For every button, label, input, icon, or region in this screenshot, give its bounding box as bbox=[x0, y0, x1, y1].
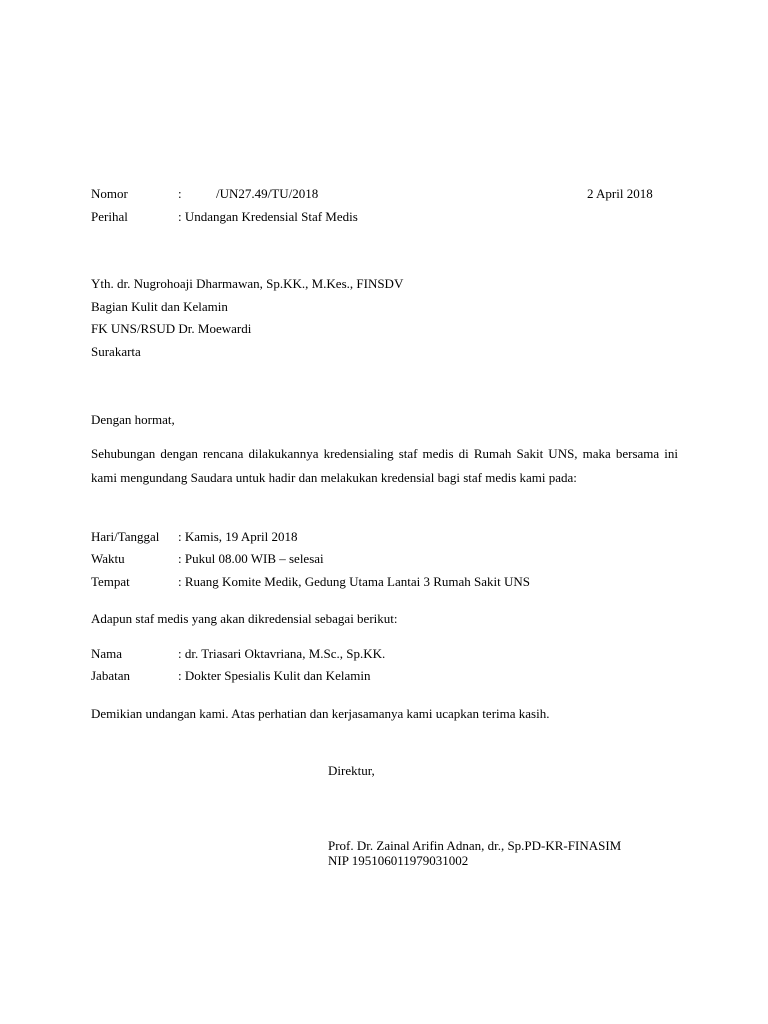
schedule-place-value: : Ruang Komite Medik, Gedung Utama Lantai 3 Rumah Sakit UNS bbox=[178, 574, 531, 589]
recipient-line-2: Bagian Kulit dan Kelamin bbox=[91, 299, 228, 314]
signatory-nip: NIP 195106011979031002 bbox=[328, 853, 469, 868]
schedule-day-row bbox=[91, 529, 298, 545]
staff-name-label: Nama bbox=[91, 646, 123, 661]
staff-position-row bbox=[91, 668, 370, 684]
staff-position-value: : Dokter Spesialis Kulit dan Kelamin bbox=[178, 668, 371, 683]
nomor-colon: : bbox=[178, 186, 182, 201]
nomor-value: /UN27.49/TU/2018 bbox=[216, 186, 319, 201]
schedule-place-row bbox=[91, 574, 530, 590]
staff-position-label: Jabatan bbox=[91, 668, 130, 683]
schedule-time-value: : Pukul 08.00 WIB – selesai bbox=[178, 551, 324, 566]
perihal-value: : Undangan Kredensial Staf Medis bbox=[178, 209, 358, 224]
signatory-title: Direktur, bbox=[328, 763, 375, 778]
staff-intro: Adapun staf medis yang akan dikredensial sebagai berikut: bbox=[91, 611, 398, 626]
closing-paragraph: Demikian undangan kami. Atas perhatian dan kerjasamanya kami ucapkan terima kasih. bbox=[91, 706, 550, 721]
greeting: Dengan hormat, bbox=[91, 412, 175, 427]
schedule-place-label: Tempat bbox=[91, 574, 130, 589]
schedule-day-value: : Kamis, 19 April 2018 bbox=[178, 529, 298, 544]
schedule-time-label: Waktu bbox=[91, 551, 125, 566]
staff-name-value: : dr. Triasari Oktavriana, M.Sc., Sp.KK. bbox=[178, 646, 386, 661]
letter-date: 2 April 2018 bbox=[587, 186, 653, 201]
staff-name-row bbox=[91, 646, 385, 662]
recipient-line-4: Surakarta bbox=[91, 344, 141, 359]
nomor-label: Nomor bbox=[91, 186, 128, 201]
schedule-day-label: Hari/Tanggal bbox=[91, 529, 160, 544]
perihal-label: Perihal bbox=[91, 209, 128, 224]
schedule-time-row bbox=[91, 551, 324, 567]
intro-paragraph: Sehubungan dengan rencana dilakukannya kredensialing staf medis di Rumah Sakit UNS, maka bersama ini kami mengundang Saudara untuk hadir dan melakukan kredensial bagi staf medis kami pada: bbox=[91, 446, 678, 485]
recipient-line-3: FK UNS/RSUD Dr. Moewardi bbox=[91, 321, 252, 336]
perihal-row bbox=[91, 209, 358, 225]
signatory-name: Prof. Dr. Zainal Arifin Adnan, dr., Sp.PD-KR-FINASIM bbox=[328, 838, 622, 853]
nomor-row bbox=[91, 186, 318, 202]
recipient-line-1: Yth. dr. Nugrohoaji Dharmawan, Sp.KK., M.Kes., FINSDV bbox=[91, 276, 404, 291]
